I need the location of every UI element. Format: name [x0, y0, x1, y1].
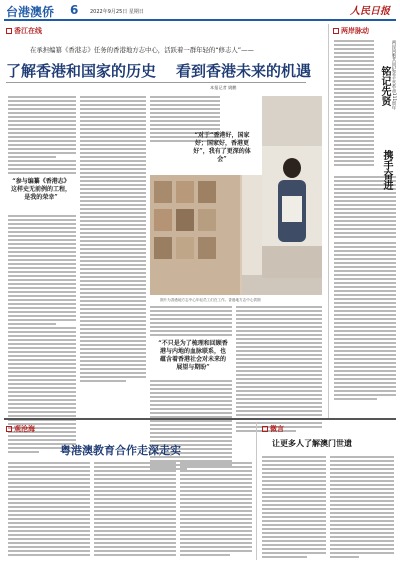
tag-marker-icon	[6, 28, 12, 34]
tag-marker-icon	[6, 426, 12, 432]
masthead	[0, 0, 400, 20]
bottom-right-headline: 让更多人了解澳门世遗	[272, 439, 352, 448]
bottom-right-tag-label: 微言	[270, 425, 284, 433]
sidebar-body-col1	[334, 40, 374, 168]
tag-marker-icon	[333, 28, 339, 34]
headline-rule	[6, 82, 306, 83]
page-number: 6	[70, 3, 79, 17]
pull-quote-3: “不只是为了梳理和回顾香港与内地的血脉联系，也蕴含着香港社会对未来的展望与期盼”	[158, 340, 228, 371]
lead-story-headline-left: 了解香港和国家的历史	[6, 62, 157, 80]
section-divider	[4, 418, 396, 420]
masthead-rule	[4, 19, 396, 21]
issue-date: 2022年9月25日 星期日	[90, 9, 144, 15]
lead-story-body-col4	[150, 306, 232, 338]
sidebar-feature-title-2: 携手奋进	[381, 150, 392, 190]
bottom-divider	[256, 422, 257, 560]
sidebar-divider	[328, 24, 329, 418]
bottom-right-body-col2	[330, 456, 394, 560]
lead-story-body-col5	[236, 306, 322, 434]
lead-story-tag	[6, 26, 42, 36]
bottom-left-body-col1	[8, 462, 90, 558]
sidebar-body-col3	[334, 242, 396, 402]
bottom-left-tag-label: 观沧海	[14, 425, 35, 433]
newspaper-logo: 人民日报	[350, 6, 390, 17]
bottom-left-body-col2	[94, 462, 176, 558]
bottom-left-tag	[6, 424, 35, 434]
photo-caption: 图片为香港地方志中心年轻员工们在工作。香港地方志中心供图	[160, 298, 261, 302]
bottom-left-body-col3	[180, 462, 252, 558]
staff-photo-illustration	[262, 96, 322, 278]
lead-story-body-col2	[80, 96, 146, 384]
tag-marker-icon	[262, 426, 268, 432]
sidebar-feature-title-1: 铭记先贤	[379, 66, 390, 106]
bottom-right-tag	[262, 424, 284, 434]
pull-quote-1: “参与编纂《香港志》这样史无前例的工程，是我的荣幸”	[10, 178, 71, 201]
sidebar-tag	[333, 26, 369, 36]
lead-story-byline: 本报记者 姚鹏	[210, 85, 237, 90]
lead-story-photo-2	[262, 96, 322, 278]
bottom-right-body-col1	[262, 456, 326, 560]
lead-story-kicker: 在承担编纂《香港志》任务的香港地方志中心，活跃着一群年轻的“修志人”——	[30, 46, 254, 54]
sidebar-feature-subtitle: 两岸同胞共同纪念辛亥革命111周年	[391, 40, 396, 110]
lead-story-tag-label: 香江在线	[14, 27, 42, 35]
lead-story-body-col1	[8, 96, 76, 176]
lead-story-headline-right: 看到香港未来的机遇	[176, 62, 312, 80]
sidebar-tag-label: 两岸脉动	[341, 27, 369, 35]
bottom-left-headline: 粤港澳教育合作走深走实	[60, 444, 181, 457]
pull-quote-2: “对于“香港好，国家好；国家好，香港更好”，我有了更深的体会”	[193, 132, 251, 163]
section-title: 台港澳侨	[6, 5, 55, 19]
lead-story-body-col4b	[150, 380, 232, 472]
